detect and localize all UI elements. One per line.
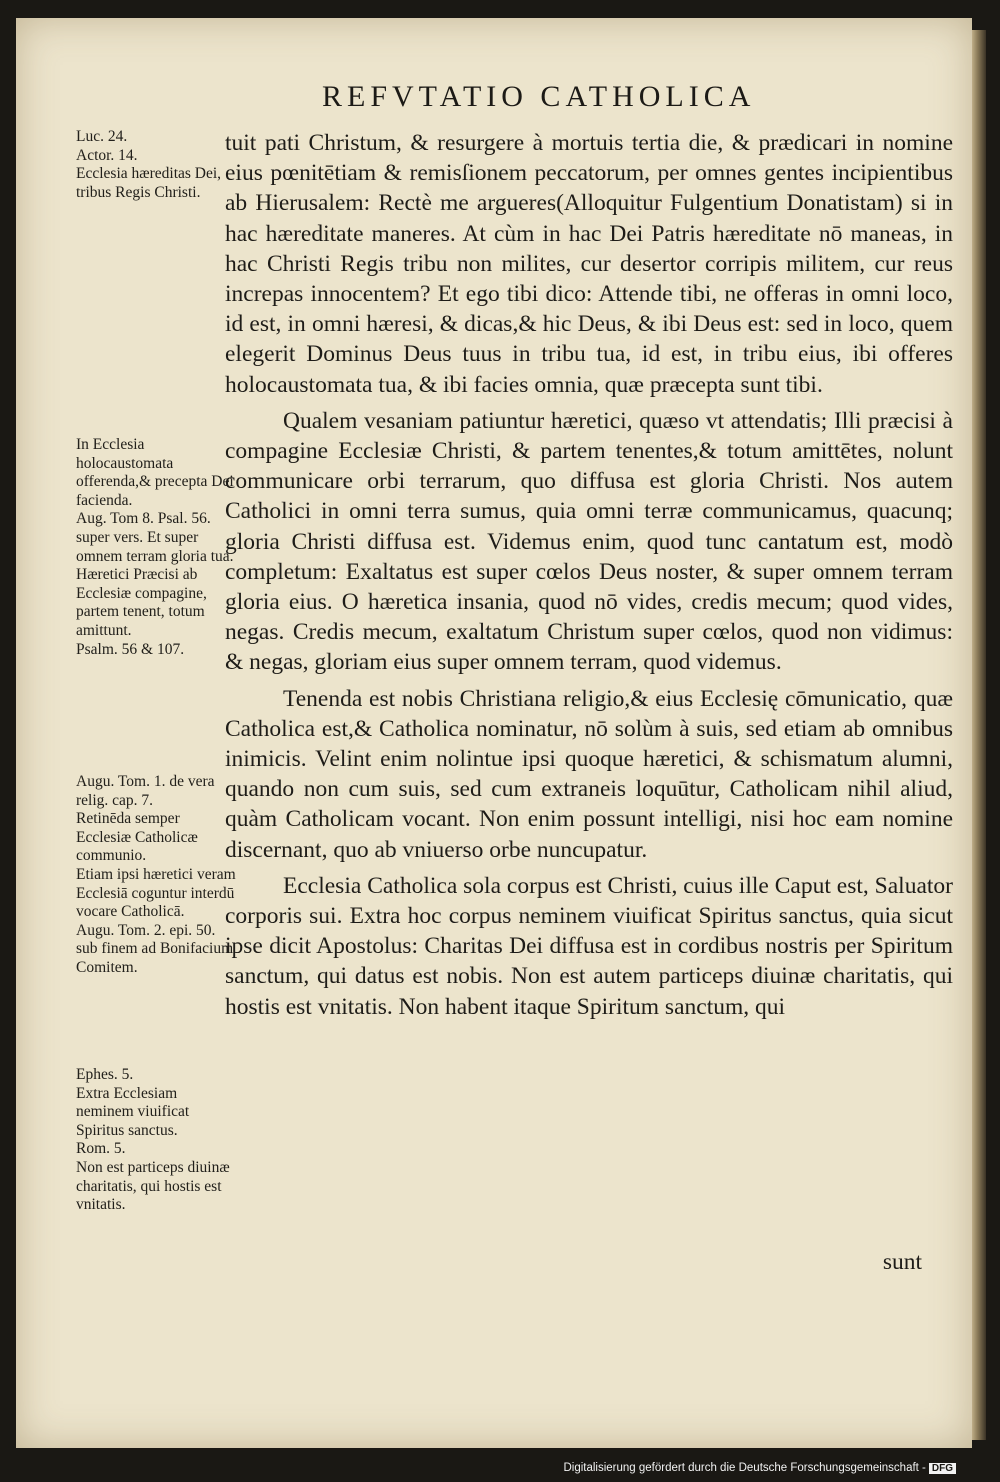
main-paragraph: Tenenda est nobis Christiana religio,& eius Ecclesię cōmunicatio, quæ Catholica est,& Catholica nominatur, nō solùm à suis, sed etiam ab omnibus inimicis. Velint enim nolintue ipsi quoque hæretici, & schismatum alumni, quando non cum suis, sed cum extraneis loquūtur, Catholicam nihil aliud, quàm Catholicam vocant. Non enim possunt intelligi, nisi hoc eam nomine discernant, quo ab vniuerso orbe nuncupatur. — [225, 685, 953, 863]
main-text-block — [225, 128, 953, 1022]
footer-text: Digitalisierung gefördert durch die Deutsche Forschungsgemeinschaft - — [563, 1462, 926, 1474]
main-paragraph: tuit pati Christum, & resurgere à mortuis tertia die, & prædicari in nomine eius pœnitētiam & remisſionem peccatorum, per omnes gentes incipientibus ab Hierusalem: Rectè me argueres(Alloquitur Fulgentium Donatistam) si in hac hæreditate maneres. At cùm in hac Dei Patris hæreditate nō maneas, in hac Christi Regis tribu non milites, cur desertor corripis militem, cur reus increpas innocentem? Et ego tibi dico: Attende tibi, ne offeras in omni loco, id est, in omni hæresi, & dicas,& hic Deus, & ibi Deus est: sed in loco, quem elegerit Dominus Deus tuus in tribu tua, id est, in tribu eius, ibi offeres holocaustomata tua, & ibi facies omnia, quæ præcepta sunt tibi. — [225, 130, 953, 398]
funding-footer — [563, 1462, 956, 1474]
dfg-logo: DFG — [929, 1463, 956, 1474]
marginal-note: Augu. Tom. 1. de vera relig. cap. 7. Retinēda semper Ecclesiæ Catholicæ communio. Etiam ipsi hæretici veram Ecclesiā coguntur interdū vocare Catholicā. Augu. Tom. 2. epi. 50. sub finem ad Bonifacium Comitem. — [76, 773, 236, 976]
catchword: sunt — [882, 1249, 922, 1275]
marginal-note: Ephes. 5. Extra Ecclesiam neminem viuificat Spiritus sanctus. Rom. 5. Non est particeps diuinæ charitatis, qui hostis est vnitatis. — [76, 1066, 230, 1214]
marginal-note: Luc. 24. Actor. 14. Ecclesia hæreditas Dei, tribus Regis Christi. — [76, 128, 222, 201]
main-paragraph: Qualem vesaniam patiuntur hæretici, quæso vt attendatis; Illi præcisi à compagine Ecclesiæ Christi, & partem tenentes,& totum amittētes, nolunt communicare orbi terrarum, quo diffusa est gloria Christi. Nos autem Catholici in omni terra sumus, quia omni terræ communicamus, quacunq; gloria Christi diffusa est. Videmus enim, quod tunc cantatum est, modò completum: Exaltatus est super cœlos Deus noster, & super omnem terram gloria eius. O hæretica insania, quod nō vides, credis mecum; quod vides, negas. Credis mecum, exaltatum Christum super cœlos, quod non vidimus: & negas, gloriam eius super omnem terram, quod videmus. — [225, 407, 953, 676]
page-edge — [972, 30, 986, 1440]
main-paragraph: Ecclesia Catholica sola corpus est Christi, cuius ille Caput est, Saluator corporis sui. Extra hoc corpus neminem viuificat Spiritus sanctus, quia sicut ipse dicit Apostolus: Charitas Dei diffusa est in cordibus nostris per Spiritum sanctum, qui datus est nobis. Non est autem particeps diuinæ charitatis, qui hostis est vnitatis. Non habent itaque Spiritum sanctum, qui — [225, 872, 953, 1020]
marginal-note: In Ecclesia holocaustomata offerenda,& precepta Dei facienda. Aug. Tom 8. Psal. 56. super vers. Et super omnem terram gloria tua. Hæretici Præcisi ab Ecclesiæ compagine, partem tenent, totum amittunt. Psalm. 56 & 107. — [76, 436, 234, 658]
running-head: REFVTATIO CATHOLICA — [322, 80, 756, 113]
